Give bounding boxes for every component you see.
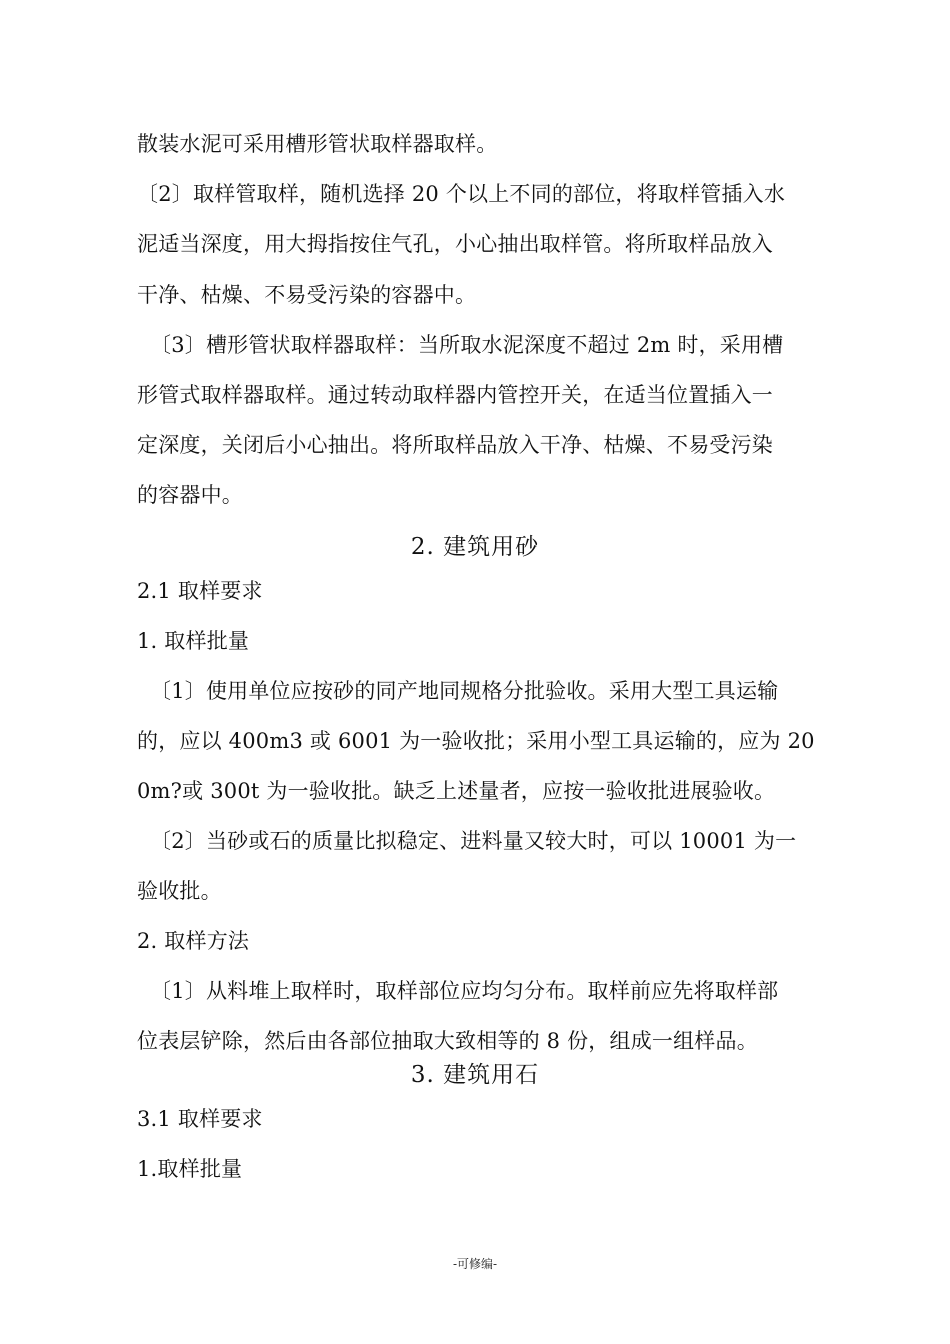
sub-heading: 2.1 取样要求 <box>137 579 263 603</box>
paragraph-line: 泥适当深度，用大拇指按住气孔，小心抽出取样管。将所取样品放入 <box>137 232 773 256</box>
paragraph-line: 定深度，关闭后小心抽出。将所取样品放入干净、枯燥、不易受污染 <box>137 433 773 457</box>
paragraph-line: 的，应以 400m3 或 6001 为一验收批；采用小型工具运输的，应为 20 <box>137 729 815 753</box>
section-heading-stone: 3. 建筑用石 <box>410 1062 540 1088</box>
item-title: 1.取样批量 <box>137 1157 243 1181</box>
paragraph-line: 的容器中。 <box>137 483 243 507</box>
paragraph-line: 〔1〕使用单位应按砂的同产地同规格分批验收。采用大型工具运输 <box>150 679 779 703</box>
paragraph-line: 0m?或 300t 为一验收批。缺乏上述量者，应按一验收批进展验收。 <box>137 779 776 803</box>
paragraph-line: 〔2〕取样管取样，随机选择 20 个以上不同的部位，将取样管插入水 <box>137 182 786 206</box>
paragraph-line: 位表层铲除，然后由各部位抽取大致相等的 8 份，组成一组样品。 <box>137 1029 758 1053</box>
item-title: 2. 取样方法 <box>137 929 250 953</box>
paragraph-line: 形管式取样器取样。通过转动取样器内管控开关，在适当位置插入一 <box>137 383 773 407</box>
page-footer: -可修编- <box>452 1257 498 1271</box>
paragraph-line: 〔1〕从料堆上取样时，取样部位应均匀分布。取样前应先将取样部 <box>150 979 779 1003</box>
paragraph-line: 〔3〕槽形管状取样器取样：当所取水泥深度不超过 2m 时，采用槽 <box>150 333 784 357</box>
paragraph-line: 〔2〕当砂或石的质量比拟稳定、进料量又较大时，可以 10001 为一 <box>150 829 797 853</box>
paragraph-line: 散装水泥可采用槽形管状取样器取样。 <box>137 132 498 156</box>
paragraph-line: 验收批。 <box>137 879 222 903</box>
section-heading-sand: 2. 建筑用砂 <box>410 534 540 560</box>
sub-heading: 3.1 取样要求 <box>137 1107 263 1131</box>
paragraph-line: 干净、枯燥、不易受污染的容器中。 <box>137 283 477 307</box>
item-title: 1. 取样批量 <box>137 629 250 653</box>
